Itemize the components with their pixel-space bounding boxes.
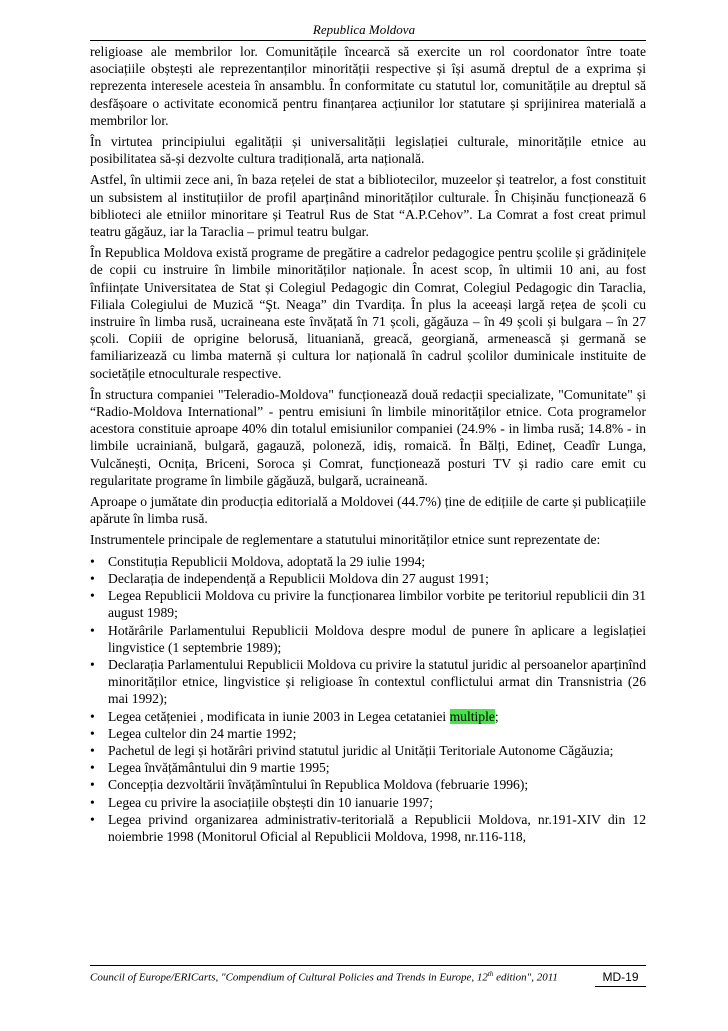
bullet-icon: • <box>90 656 95 672</box>
paragraph: religioase ale membrilor lor. Comunitățile încearcă să exercite un rol coordonator între toate asociațiile obștești ale reprezentanților minorității respective și își asumă dreptul de a exprima și reprezenta interesele acesteia în ansamblu. În conformitate cu statutul lor, comunitățile au dreptul să desfășoare o activitate economică pentru finanțarea acțiunilor lor statutare și sprijinirea materială a membrilor lor. <box>90 44 646 128</box>
paragraph: Aproape o jumătate din producția editorială a Moldovei (44.7%) ține de edițiile de carte și publicațiile apărute în limba rusă. <box>90 494 646 527</box>
paragraph: În virtutea principiului egalității și universalității legislației culturale, minoritățile etnice au posibilitatea să-și dezvolte cultura tradițională, arta națională. <box>90 134 646 167</box>
list-item: • Hotărârile Parlamentului Republicii Moldova despre modul de punere în aplicare a legislației lingvistice (1 septembrie 1989); <box>90 622 646 655</box>
bullet-icon: • <box>90 588 95 604</box>
bullet-icon: • <box>90 622 95 638</box>
list-item: • Declarația de independență a Republicii Moldova din 27 august 1991; <box>90 570 489 586</box>
paragraph: În structura companiei "Teleradio-Moldova" funcționează două redacții specializate, "Comunitate" și “Radio-Moldova International” - pentru emisiuni în limbile minorităților etnice. Cota programelor acestora constituie aproape 40% din totalul emisiunilor companiei (24.9% - in limba rusă; 14.8% - in limbile ucrainiană, bulgară, gagauză, poloneză, idiș, romaică. În Bălți, Edineț, Ceadîr Lunga, Vulcănești, Ocnița, Briceni, Soroca și Comrat, funcționează posturi TV și radio care emit cu regularitate programe în limbile găgăuză, bulgară, ucraineană. <box>90 386 646 488</box>
header-divider <box>90 40 646 41</box>
legal-instruments-list <box>90 553 646 845</box>
paragraph: Instrumentele principale de reglementare a statutului minorităților etnice sunt reprezentate de: <box>90 532 601 548</box>
bullet-icon: • <box>90 708 95 724</box>
running-header: Republica Moldova <box>312 22 416 37</box>
bullet-icon: • <box>90 794 95 810</box>
bullet-icon: • <box>90 725 95 741</box>
footer-divider <box>90 965 646 966</box>
list-item: • Legea cetățeniei , modificata in iunie 2003 in Legea cetataniei multiple; <box>90 708 499 724</box>
list-item: • Constituția Republicii Moldova, adoptată la 29 iulie 1994; <box>90 553 426 569</box>
list-item: • Legea privind organizarea administrativ-teritorială a Republicii Moldova, nr.191-XIV din 12 noiembrie 1998 (Monitorul Oficial al Republicii Moldova, 1998, nr.116-118, <box>90 811 646 844</box>
footer-citation: Council of Europe/ERICarts, "Compendium of Cultural Policies and Trends in Europe, 12th edition", 2011 <box>90 970 558 984</box>
list-item: • Legea Republicii Moldova cu privire la funcționarea limbilor vorbite pe teritoriul republicii din 31 august 1989; <box>90 588 646 621</box>
page-body <box>90 43 646 845</box>
bullet-icon: • <box>90 811 95 827</box>
list-item: • Declarația Parlamentului Republicii Moldova cu privire la statutul juridic al persoanelor aparținînd minorităților etnice, lingvistice și religioase în contextul conflictului armat din Transnistria (26 mai 1992); <box>90 656 646 707</box>
list-item: • Concepția dezvoltării învățămîntului în Republica Moldova (februarie 1996); <box>90 777 529 793</box>
paragraph: În Republica Moldova există programe de pregătire a cadrelor pedagogice pentru școlile și grădinițele de copii cu instruire în limbile minorităților naționale. În acest scop, în ultimii 10 ani, au fost înființate Universitatea de Stat și Colegiul Pedagogic din Comrat, Colegiul Pedagogic din Taraclia, Filiala Colegiului de Muzică “Şt. Neaga” din Tvardița. În plus la aceeași largă rețea de școli cu instruire în limba rusă, ucraineana este învățată în 71 școli, găgăuza – în 49 școli și bulgara – în 27 școli. Copiii de oprigine belorusă, lituaniană, greacă, georgiană, armenească și germană se familiarizează cu limba maternă și cultura lor națională în cadrul școlilor duminicale instituite de societățile etnoculturale respective. <box>90 245 646 381</box>
paragraph: Astfel, în ultimii zece ani, în baza rețelei de stat a bibliotecilor, muzeelor și teatrelor, a fost constituit un subsistem al instituțiilor de profil aparținând minorităților culturale. În Chișinău funcționează 6 biblioteci ale etniilor minoritare și Teatrul Rus de Stat “A.P.Cehov”. La Comrat a fost creat primul teatru găgăuz, iar la Taraclia – primul teatru bulgar. <box>90 172 646 240</box>
list-item: • Legea învățământului din 9 martie 1995; <box>90 760 330 776</box>
bullet-icon: • <box>90 742 95 758</box>
list-item: • Pachetul de legi și hotărâri privind statutul juridic al Unității Teritoriale Autonome Căgăuzia; <box>90 742 614 758</box>
bullet-icon: • <box>90 777 95 793</box>
bullet-icon: • <box>90 553 95 569</box>
list-item-text: Legea cetățeniei , modificata in iunie 2003 in Legea cetataniei <box>108 708 450 724</box>
list-item: • Legea cu privire la asociațiile obștești din 10 ianuarie 1997; <box>90 794 434 810</box>
highlighted-word: multiple <box>449 708 495 724</box>
bullet-icon: • <box>90 570 95 586</box>
list-item: • Legea cultelor din 24 martie 1992; <box>90 725 297 741</box>
bullet-icon: • <box>90 760 95 776</box>
page-number: MD-19 <box>595 970 646 987</box>
